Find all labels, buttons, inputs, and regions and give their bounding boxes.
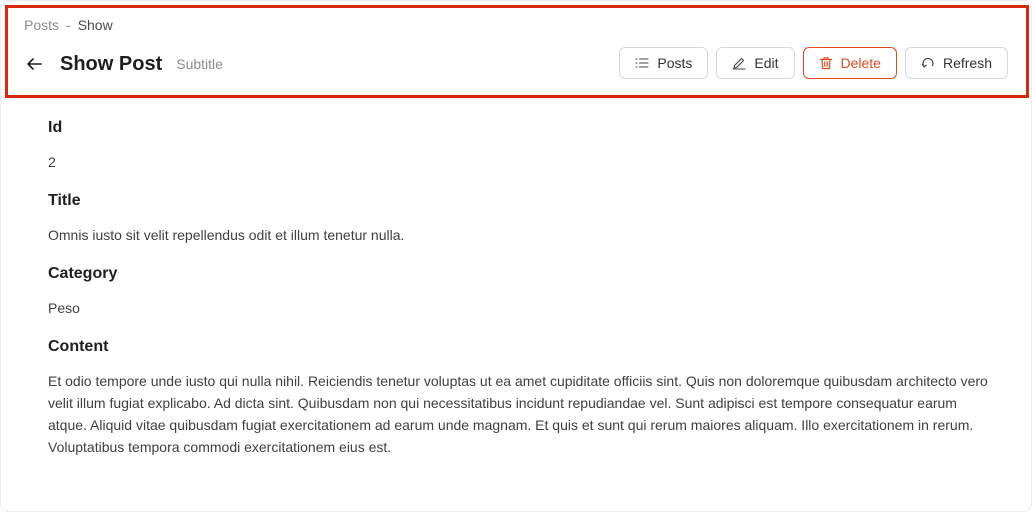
record-fields: [48, 119, 993, 477]
field-title: [48, 192, 993, 246]
delete-button[interactable]: [803, 47, 897, 79]
page-subtitle: Subtitle: [176, 56, 223, 72]
pencil-icon: [732, 56, 746, 70]
refresh-button[interactable]: [905, 47, 1008, 79]
page-title: Show Post: [60, 52, 163, 75]
field-id: [48, 119, 993, 173]
delete-button-label: Delete: [840, 55, 881, 71]
field-category: [48, 265, 993, 319]
field-value: 2: [48, 154, 56, 170]
breadcrumb-separator: -: [66, 17, 71, 33]
posts-list-button[interactable]: [619, 47, 708, 79]
field-label: Id: [48, 119, 63, 136]
breadcrumb: [24, 17, 113, 33]
posts-button-label: Posts: [657, 55, 693, 71]
page-header: [5, 5, 1029, 98]
field-value: Omnis iusto sit velit repellendus odit et illum tenetur nulla.: [48, 227, 405, 243]
trash-icon: [819, 56, 833, 70]
field-label: Category: [48, 265, 118, 282]
refresh-button-label: Refresh: [942, 55, 992, 71]
edit-button[interactable]: [716, 47, 794, 79]
list-icon: [635, 56, 649, 70]
field-label: Title: [48, 192, 81, 209]
title-row: [24, 48, 223, 80]
field-content: [48, 338, 993, 458]
breadcrumb-current: Show: [77, 17, 113, 33]
field-value: Et odio tempore unde iusto qui nulla nihil. Reiciendis tenetur voluptas ut ea amet cupiditate officiis sint. Quis non doloremque quibusdam architecto vero velit illum fugiat explicabo. Ad dicta sint. Quibusdam non qui necessitatibus incidunt repudiandae vel. Sunt adipisci est tempore consequatur earum atque. Aliquid vitae quibusdam fugiat exercitationem ad earum unde magnam. Et quis et sunt qui rerum maiores aliquam. Illo exercitationem in rerum. Voluptatibus tempora commodi exercitationem eius est.: [48, 373, 988, 455]
breadcrumb-posts-link[interactable]: Posts: [24, 17, 60, 33]
field-label: Content: [48, 338, 109, 355]
refresh-icon: [921, 56, 935, 70]
field-value: Peso: [48, 300, 80, 316]
edit-button-label: Edit: [754, 55, 779, 71]
header-actions: [619, 47, 1008, 79]
arrow-left-icon: [26, 56, 42, 72]
back-button[interactable]: [24, 54, 44, 74]
